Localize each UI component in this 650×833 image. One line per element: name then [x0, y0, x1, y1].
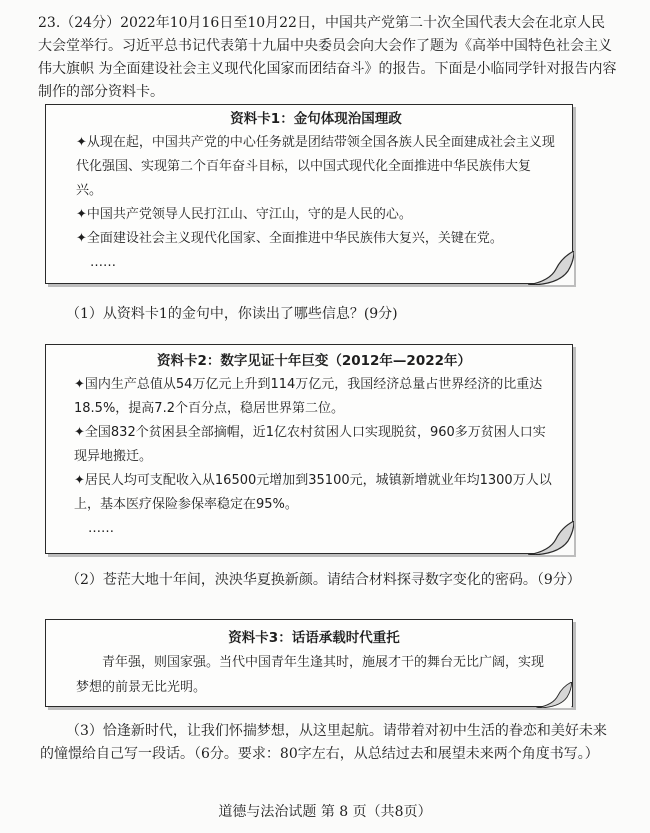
card-2-title: 资料卡2：数字见证十年巨变（2012年—2022年）: [156, 353, 472, 369]
material-card-1: [45, 104, 573, 284]
question-intro: 23.（24分）2022年10月16日至10月22日，中国共产党第二十次全国代表大会在北京人民大会堂举行。习近平总书记代表第十九届中央委员会向大会作了题为《高举中国特色社会主义伟大旗帜 为全面建设社会主义现代化国家而团结奋斗》的报告。下面是小临同学针对报告内容制作的部分资料卡。: [38, 15, 617, 100]
card-1-title: 资料卡1：金句体现治国理政: [230, 111, 402, 127]
card-1-bullet-3: ✦全面建设社会主义现代化国家、全面推进中华民族伟大复兴，关键在党。: [76, 231, 503, 246]
question-3: （3）恰逢新时代，让我们怀揣梦想，从这里起航。请带着对初中生活的眷恋和美好未来的憧憬给自己写一段话。（6分。要求：80字左右，从总结过去和展望未来两个角度书写。）: [40, 723, 607, 762]
material-card-2: [45, 344, 573, 554]
card-2-bullet-1: ✦国内生产总值从54万亿元上升到114万亿元，我国经济总量占世界经济的比重达18.5%，提高7.2个百分点，稳居世界第二位。: [74, 377, 543, 416]
page-curl-icon: [528, 521, 574, 555]
page-curl-icon: [534, 682, 574, 708]
card-1-bullet-1: ✦从现在起，中国共产党的中心任务就是团结带领全国各族人民全面建成社会主义现代化强国、实现第二个百年奋斗目标，以中国式现代化全面推进中华民族伟大复兴。: [76, 135, 555, 198]
page-curl-icon: [528, 251, 574, 285]
star-bullet-icon: ✦: [74, 425, 85, 440]
question-1: （1）从资料卡1的金句中，你读出了哪些信息？(9分): [66, 306, 398, 322]
card-3-text: 青年强，则国家强。当代中国青年生逢其时，施展才干的舞台无比广阔，实现梦想的前景无比光明。: [76, 655, 545, 695]
question-2: （2）苍茫大地十年间，泱泱华夏换新颜。请结合材料探寻数字变化的密码。（9分）: [66, 572, 581, 588]
card-2-ellipsis: ……: [88, 521, 114, 536]
card-2-bullet-3: ✦居民人均可支配收入从16500元增加到35100元，城镇新增就业年均1300万人以上，基本医疗保险参保率稳定在95%。: [74, 473, 552, 512]
card-1-ellipsis: ……: [90, 255, 116, 270]
page-footer: 道德与法治试题 第 8 页（共8页）: [218, 804, 432, 820]
card-3-title: 资料卡3：话语承载时代重托: [228, 630, 400, 646]
star-bullet-icon: ✦: [74, 473, 85, 488]
star-bullet-icon: ✦: [76, 231, 87, 246]
star-bullet-icon: ✦: [74, 377, 85, 392]
star-bullet-icon: ✦: [76, 207, 87, 222]
star-bullet-icon: ✦: [76, 135, 87, 150]
card-1-bullet-2: ✦中国共产党领导人民打江山、守江山，守的是人民的心。: [76, 207, 412, 222]
material-card-3: [45, 619, 573, 707]
card-2-bullet-2: ✦全国832个贫困县全部摘帽，近1亿农村贫困人口实现脱贫，960多万贫困人口实现异地搬迁。: [74, 425, 546, 464]
